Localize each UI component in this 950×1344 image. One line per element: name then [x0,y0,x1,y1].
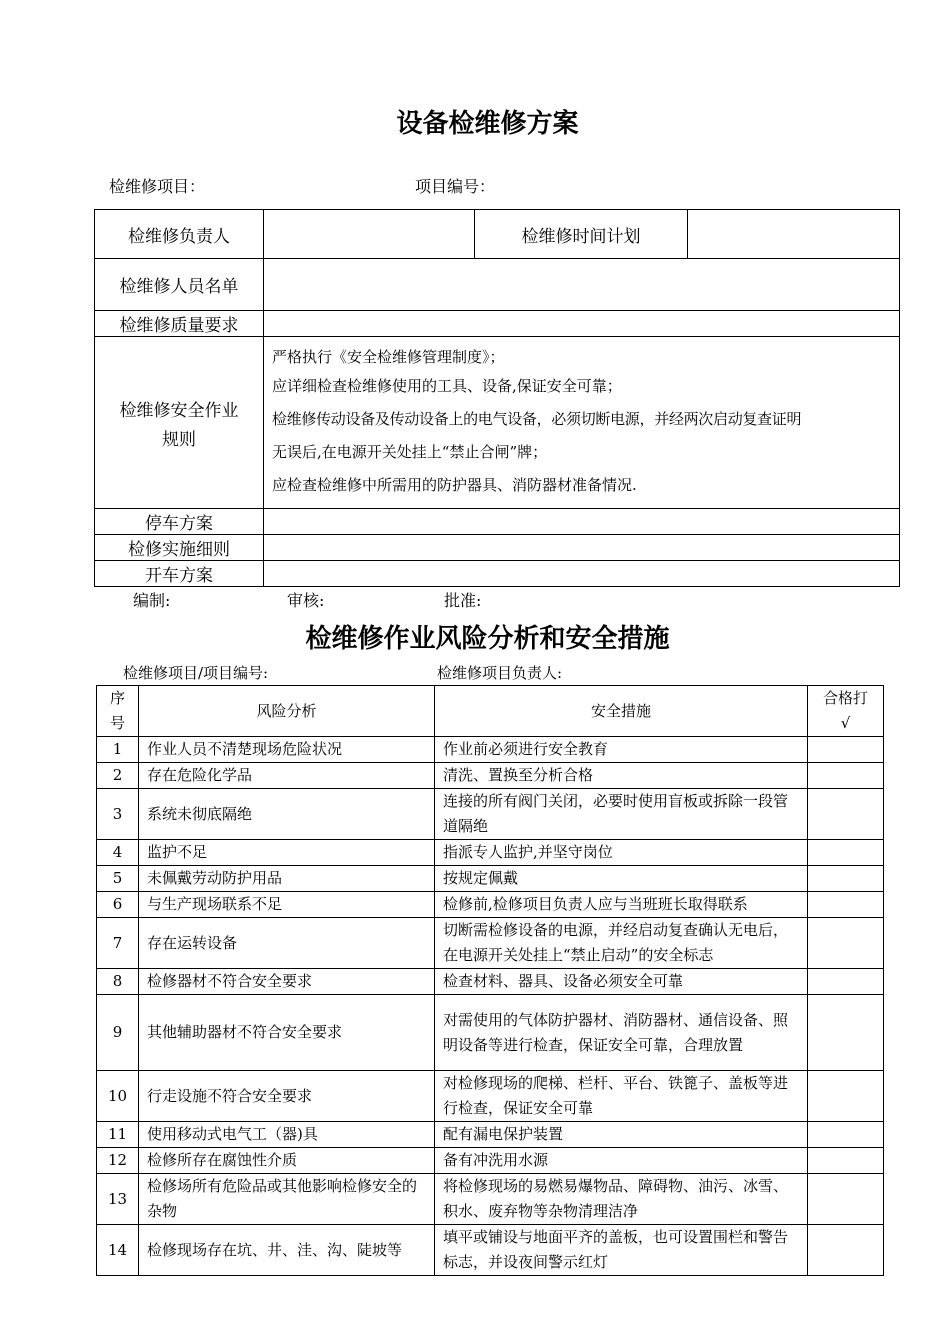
header-measures: 安全措施 [435,686,808,737]
row-number: 3 [97,789,139,840]
safety-measure-cell: 对检修现场的爬梯、栏杆、平台、铁篦子、盖板等进行检查，保证安全可靠 [435,1071,808,1122]
safety-label-line1: 检维修安全作业 [119,400,239,421]
check-cell [808,969,884,995]
table-row [97,918,884,969]
check-cell [808,1122,884,1148]
check-cell [808,918,884,969]
row-number: 10 [97,1071,139,1122]
safety-measure-cell: 备有冲洗用水源 [435,1148,808,1174]
safety-measure-cell: 切断需检修设备的电源，并经启动复查确认无电后，在电源开关处挂上“禁止启动”的安全标志 [435,918,808,969]
safety-measure-cell: 清洗、置换至分析合格 [435,763,808,789]
row-number: 5 [97,866,139,892]
safety-measure-cell: 对需使用的气体防护器材、消防器材、通信设备、照明设备等进行检查，保证安全可靠，合理放置 [435,995,808,1071]
safety-measure-cell: 指派专人监护,并坚守岗位 [435,840,808,866]
risk-title: 检维修作业风险分析和安全措施 [305,624,670,654]
check-cell [808,737,884,763]
review-label: 审核: [287,591,325,610]
table-row [97,1148,884,1174]
safety-measure-cell: 按规定佩戴 [435,866,808,892]
check-cell [808,789,884,840]
table-row [97,1071,884,1122]
safety-measure-cell: 检修前,检修项目负责人应与当班班长取得联系 [435,892,808,918]
table-row [97,737,884,763]
risk-analysis-cell: 系统未彻底隔绝 [139,789,435,840]
start-plan-label: 开车方案 [95,561,264,587]
header-analysis: 风险分析 [139,686,435,737]
safety-label-line2: 规则 [162,429,196,450]
check-cell [808,892,884,918]
stop-plan-value [264,509,900,535]
quality-label: 检维修质量要求 [95,311,264,337]
approve-label: 批准: [444,591,482,610]
risk-analysis-table [96,685,884,1276]
check-cell [808,866,884,892]
check-cell [808,1148,884,1174]
row-number: 12 [97,1148,139,1174]
leader-value [264,210,475,259]
table-row [97,789,884,840]
row-number: 4 [97,840,139,866]
row-number: 9 [97,995,139,1071]
row-number: 13 [97,1174,139,1225]
detail-rules-value [264,535,900,561]
risk-project-label: 检维修项目/项目编号: [123,664,269,682]
table-row [97,866,884,892]
rule-line: 应详细检查检维修使用的工具、设备,保证安全可靠； [272,376,622,395]
check-cell [808,1071,884,1122]
safety-measure-cell: 配有漏电保护装置 [435,1122,808,1148]
row-number: 7 [97,918,139,969]
risk-leader-label: 检维修项目负责人: [437,664,563,682]
maintenance-plan-table [94,209,900,587]
risk-analysis-cell: 行走设施不符合安全要求 [139,1071,435,1122]
check-cell [808,763,884,789]
document-title: 设备检维修方案 [396,109,579,139]
check-cell [808,1225,884,1276]
rule-line: 无误后,在电源开关处挂上“禁止合闸”牌； [272,442,548,461]
risk-analysis-cell: 其他辅助器材不符合安全要求 [139,995,435,1071]
safety-measure-cell: 将检修现场的易燃易爆物品、障碍物、油污、冰雪、积水、废弃物等杂物清理洁净 [435,1174,808,1225]
risk-analysis-cell: 使用移动式电气工（器)具 [139,1122,435,1148]
safety-rules-content [264,337,900,509]
table-row [97,995,884,1071]
safety-measure-cell: 作业前必须进行安全教育 [435,737,808,763]
header-no-line1: 序 [109,689,125,707]
risk-analysis-cell: 存在运转设备 [139,918,435,969]
header-no-line2: 号 [109,714,125,732]
start-plan-value [264,561,900,587]
row-number: 14 [97,1225,139,1276]
staff-value [264,259,900,311]
check-cell [808,995,884,1071]
safety-rules-label [95,337,264,509]
row-number: 1 [97,737,139,763]
safety-measure-cell: 连接的所有阀门关闭，必要时使用盲板或拆除一段管道隔绝 [435,789,808,840]
row-number: 2 [97,763,139,789]
table-row [97,1174,884,1225]
staff-label: 检维修人员名单 [95,259,264,311]
header-check-line2: √ [840,714,851,732]
rule-line: 应检查检维修中所需用的防护器具、消防器材准备情况. [272,475,637,494]
header-check [808,686,884,737]
project-number-label: 项目编号： [415,177,496,196]
risk-analysis-cell: 检修所存在腐蚀性介质 [139,1148,435,1174]
table-row [97,892,884,918]
table-row [97,969,884,995]
row-number: 8 [97,969,139,995]
project-label: 检维修项目： [109,177,206,196]
schedule-value [688,210,900,259]
safety-measure-cell: 填平或铺设与地面平齐的盖板，也可设置围栏和警告标志，并设夜间警示红灯 [435,1225,808,1276]
row-number: 6 [97,892,139,918]
table-row [97,1225,884,1276]
header-check-line1: 合格打 [822,689,868,707]
quality-value [264,311,900,337]
risk-analysis-cell: 与生产现场联系不足 [139,892,435,918]
table-row [97,763,884,789]
rule-line: 检维修传动设备及传动设备上的电气设备，必须切断电源，并经两次启动复查证明 [272,409,802,428]
table-row [97,1122,884,1148]
stop-plan-label: 停车方案 [95,509,264,535]
rule-line: 严格执行《安全检维修管理制度》； [272,347,505,366]
detail-rules-label: 检修实施细则 [95,535,264,561]
schedule-label: 检维修时间计划 [475,210,688,259]
risk-analysis-cell: 未佩戴劳动防护用品 [139,866,435,892]
risk-analysis-cell: 监护不足 [139,840,435,866]
leader-label: 检维修负责人 [95,210,264,259]
risk-analysis-cell: 检修现场存在坑、井、洼、沟、陡坡等 [139,1225,435,1276]
row-number: 11 [97,1122,139,1148]
check-cell [808,1174,884,1225]
risk-analysis-cell: 检修场所有危险品或其他影响检修安全的杂物 [139,1174,435,1225]
risk-analysis-cell: 存在危险化学品 [139,763,435,789]
risk-analysis-cell: 检修器材不符合安全要求 [139,969,435,995]
header-no [97,686,139,737]
table-row [97,840,884,866]
safety-measure-cell: 检查材料、器具、设备必须安全可靠 [435,969,808,995]
check-cell [808,840,884,866]
compile-label: 编制: [133,591,171,610]
risk-analysis-cell: 作业人员不清楚现场危险状况 [139,737,435,763]
